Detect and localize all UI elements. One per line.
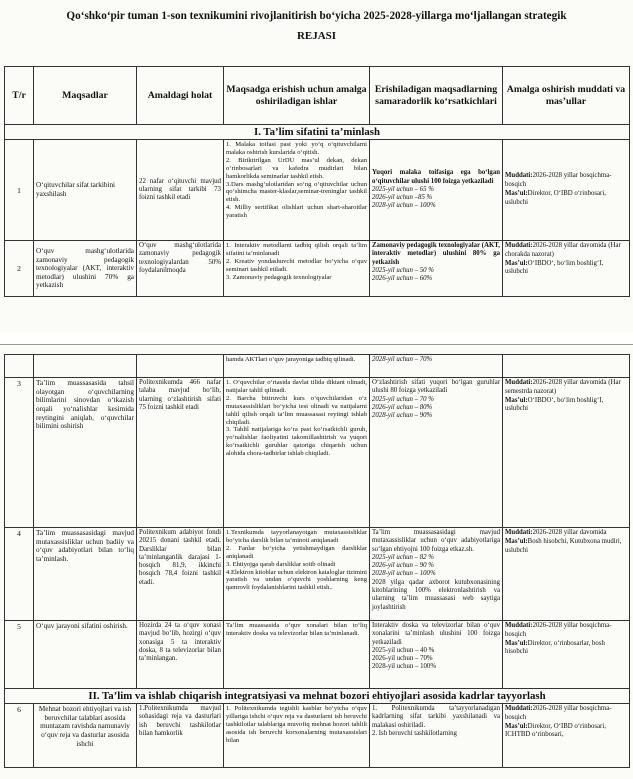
indicator-year: 2028-yil uchun – 100%	[372, 570, 436, 578]
indicator-main: Interaktiv doska va televizorlar bilan o‘quv xonalarini ta’minlash ulushini 100 foizga yetkaziladi	[372, 622, 500, 646]
term-cell	[503, 621, 630, 689]
indicator-year: 2025-yil uchun – 40 %	[372, 646, 435, 654]
document-title: Qo‘shko‘pir tuman 1-son texnikumini rivojlanitirish bo‘yicha 2025-2028-yillarga mo‘ljallangan strategik	[66, 10, 567, 22]
work-item: 4.Elektron kitoblar uchun elektron kataloglar tizimini yaratish va undan o‘quvchi yoshlarning keng qamrovli foydalanishlarini tashkil etish..	[226, 568, 367, 592]
indicators-cell	[370, 140, 503, 241]
indicator-year: 2026-yil uchun –85 %	[372, 194, 433, 202]
indicator-year: 2025-yil uchun – 82 %	[372, 553, 434, 561]
table-row	[5, 621, 630, 689]
table-row	[5, 140, 630, 241]
row-number: 6	[5, 704, 34, 768]
works-cell	[224, 528, 370, 621]
term-value: 2026-2028 yillar davomida	[532, 529, 607, 536]
works-cell	[224, 704, 370, 768]
work-item: 2. Biriktirilgan UrDU mas’ul dekan, dekan o‘rinbosarlari va kafedra mudirlari bilan hamkorlikda seminarlar tashkil etish.	[226, 156, 367, 180]
term-value: 2026-2028 yillar davomida (Har chorakda nazorat)	[505, 242, 621, 258]
indicator-main: 1. Politexnikumda ta’tayyorlanadigan kadrlarning sifat tarkibi yaxshilanadi va malakasi oshiriladi.	[372, 705, 500, 729]
work-item: 3. Ehtiyojga qarab darsliklar sotib olinadi	[226, 560, 336, 568]
work-item: 1. O‘quvchilar o‘rtasida davlat tilida diktant olinadi, natijalar tahlil qilinadi.	[226, 379, 367, 394]
term-label: Muddati:	[505, 379, 533, 386]
goal-cell: O‘qituvchilar sifat tarkibini yaxshilash	[34, 140, 137, 241]
responsible-label: Mas’ul:	[505, 396, 528, 404]
term-value: 2026-2028 yillar bosqichma-bosqich	[505, 622, 612, 638]
term-label: Muddati:	[505, 705, 533, 712]
header-indicators: Erishiladigan maqsadlarning samaradorlik ko‘rsatkichlari	[370, 67, 503, 125]
indicators-cell	[370, 621, 503, 689]
work-item: 1.Texnikumda tayyorlanayotgan mutaxassisliklar bo‘yicha darslik bilan ta’minoti aniqlanadi	[226, 529, 367, 544]
table-row	[5, 704, 630, 768]
state-cell: O‘quv mashg‘ulotlarida zamonaviy pedagogik texnologiyalardan 50% foydalanilmoqda	[137, 241, 224, 297]
work-item: 1. Politexnikumda tegishli kasblar bo‘yicha o‘quv yillariga ishchi o‘quv reja va dasturlarni ish beruvchi tashkilotlar talablariga muvofiq mehnat bozori tahlili asosida ish beruvchi korxonalarning mutaxassislari bilan	[226, 705, 367, 744]
term-cell	[503, 241, 630, 297]
responsible-value: O‘IBDO‘, bo‘lim boshlig‘I, uslubchi	[505, 396, 604, 413]
section-title-2: II. Ta’lim va ishlab chiqarish integratsiyasi va mehnat bozori ehtiyojlari asosida kadrlar tayyorlash	[5, 689, 630, 704]
state-cell: Politexnikumda 466 nafar talaba mavjud bo‘lib, ularning o‘zlashtirish sifati 75 foizni tashkil etadi	[137, 378, 224, 528]
header-state: Amaldagi holat	[137, 67, 224, 125]
works-cell	[224, 621, 370, 689]
term-cell	[503, 140, 630, 241]
row-number: 3	[5, 378, 34, 528]
table-row	[5, 241, 630, 297]
indicators-cell	[370, 704, 503, 768]
table-row	[5, 528, 630, 621]
indicator-main: Ta’lim muassasasidagi mavjud mutaxassisliklar uchun o‘quv adabiyotlariga so‘lgan ehtiyojni 100 foizga etkaz.sh.	[372, 529, 500, 553]
goal-cell: O‘quv mashg‘ulotlarida zamonaviy pedagogik texnologiyalar (AKT, interaktiv metodlar) ulushini 70% ga yetkazish	[34, 241, 137, 297]
responsible-label: Mas’ul:	[505, 722, 528, 730]
state-cell: 22 nafar o‘qituvchi mavjud ularning sifat tarkibi 73 foizni tashkil etadi	[137, 140, 224, 241]
works-cell	[224, 241, 370, 297]
indicator-year: 2026-yil uchun – 80%	[372, 403, 433, 411]
term-value: 2026-2028 yillar bosqichma-bosqich	[505, 172, 612, 189]
row-number: 2	[5, 241, 34, 297]
row-number: 1	[5, 140, 34, 241]
state-cell: Politexnikum adabiyot fondi 20215 donani tashkil etadi. Darsliklar bilan ta’minlanganlik darajasi 1-bosqich 81,9, ikkinchi bosqich 78,4 foizni tashkil etadi.	[137, 528, 224, 621]
responsible-label: Mas’ul:	[505, 190, 528, 197]
responsible-label: Mas’ul:	[505, 537, 528, 545]
work-item: 4. Milliy sertifikat olishlari uchun shart-sharoitlar yaratish	[226, 204, 367, 220]
indicator-extra: 2028 yilga qadar axborot kutubxonasining kitoblarining 100% elektronlashtirish va ularning ta’lim muassasasi web saytiga joylashtirish	[372, 578, 500, 611]
responsible-value: Direktor, O‘IBD o‘rinbosari, uslubchi	[505, 190, 606, 206]
section-row	[5, 689, 630, 704]
works-cell	[224, 140, 370, 241]
section-row	[5, 125, 630, 140]
term-label: Muddati:	[505, 172, 533, 180]
strategy-table-part-1	[4, 66, 630, 297]
header-goals: Maqsadlar	[34, 67, 137, 125]
page-gap	[0, 333, 633, 344]
header-term: Amalga oshirish muddati va mas’ullar	[503, 67, 630, 125]
section-title-1: I. Ta’lim sifatini ta’minlash	[5, 125, 630, 140]
term-label: Muddati:	[505, 622, 533, 629]
row-number: 5	[5, 621, 34, 689]
term-value: 2026-2028 yillar davomida (Har semestrda nazorat)	[505, 379, 621, 395]
works-cell: hamda AKTlari o‘quv jarayoniga tadbiq qilinadi.	[224, 355, 370, 378]
goal-cell: Mehnat bozori ehtiyojlari va ish beruvchilar talablari asosida muntazam ravishda namunaviy o‘quv reja va dasturlar asosida ishchi	[34, 704, 137, 768]
work-item: 1. Interaktiv metodlarni tadbiq qilish orqali ta’lim sifatini ta’minlanadi	[226, 242, 367, 257]
indicator-year: 2025-yil uchun – 70 %	[372, 395, 434, 403]
indicator-year: 2028-yil uchun – 90%	[372, 412, 433, 420]
goal-cell: O‘quv jarayoni sifatini oshirish.	[34, 621, 137, 689]
indicators-cell	[370, 241, 503, 297]
term-cell	[503, 528, 630, 621]
responsible-value: O‘IBDO‘, bo‘lim boshlig‘I, uslubchi	[505, 259, 604, 276]
indicator-year: 2028-yil uchun – 100%	[372, 663, 436, 671]
indicator-year: 2028-yil uchun – 70%	[370, 355, 503, 378]
document-subtitle: REJASI	[296, 30, 337, 42]
indicator-year: 2025-yil uchun – 65 %	[372, 185, 434, 193]
indicators-cell	[370, 528, 503, 621]
term-label: Muddati:	[505, 529, 533, 536]
goal-cell: Ta’lim muassasasida tahsil olayotgan o‘quvchilarning bilimlarini sinovdan o‘tkazish orqali yo‘nalishlar kesimida reytingini aniqlab, o‘quvchilar bilimini oshirish	[34, 378, 137, 528]
term-label: Muddati:	[505, 242, 533, 249]
indicator-year: 2026-yil uchun – 90 %	[372, 562, 434, 570]
row-number: 4	[5, 528, 34, 621]
work-item: 3. Zamonaviy pedagogik texnologiyalar	[226, 273, 332, 281]
table-header-row	[5, 67, 630, 125]
indicator-year: 2025-yil uchun – 50 %	[372, 266, 434, 274]
indicators-cell	[370, 378, 503, 528]
state-cell: Hozirda 24 ta o‘quv xonasi mavjud bo‘lib, hozirgi o‘quv xonasiga 5 ta interaktiv doska, 8 ta televizorlar bilan ta’minlangan.	[137, 621, 224, 689]
work-item: 2. Fanlar bo‘yicha yetishmaydigan darsliklar aniqlanadi	[226, 544, 367, 560]
indicator-year: 2026-yil uchun – 70%	[372, 655, 433, 663]
responsible-label: Mas’ul:	[505, 639, 528, 647]
state-cell: 1.Politexnikumda mavjud sohasidagi reja va dasturlari ish beruvchi tashkilotlar bilan hamkorlik	[137, 704, 224, 768]
work-item: 2. Kreativ yondashuvchi metodlar bo‘yicha o‘quv seminari tashkil etiladi.	[226, 257, 367, 273]
header-works: Maqsadga erishish uchun amalga oshiriladigan ishlar	[224, 67, 370, 125]
goal-cell: Ta’lim muassasasidagi mavjud mutaxassisliklar uchun badiiy va o‘quv adabiyotlari bilan to‘liq ta’minlash.	[34, 528, 137, 621]
responsible-label: Mas’ul:	[505, 259, 528, 267]
indicator-year: 2026-yil uchun – 60%	[372, 275, 433, 283]
strategy-table-part-2	[4, 354, 630, 768]
indicator-main: Zamonaviy pedagogik texnologiyalar (AKT, interaktiv metodlar) ulushini 80% ga yetkazish	[372, 242, 500, 266]
table-row	[5, 378, 630, 528]
work-item: 3. Tahlil natijalariga ko‘ra past ko‘rsatkichli guruh, yo‘nalishlar faoliyatini takomillashtirish va yuqori ko‘rsatkichli guruhlar qatoriga chiqarish uchun alohida chora-tadbirlar ishlab chiqiladi.	[226, 426, 367, 458]
indicator-extra: 2. Ish beruvchi tashkilotlarning	[372, 729, 457, 737]
indicator-main: Yuqori malaka toifasiga ega bo‘lgan o‘qituvchilar ulushi 100 foizga yetkaziladi	[372, 169, 500, 185]
work-item: 2. Barcha bitiruvchi kurs o‘quvchilaridan o‘z mutaxassisliklari bo‘yicha test olinadi va natijalarni tahlil qilish orqali ta’lim muassasasi reytingi ishlab chiqiladi.	[226, 394, 367, 426]
header-num: T/r	[5, 67, 34, 125]
indicator-year: 2028-yil uchun – 100%	[372, 202, 436, 210]
responsible-value: Bosh hisobchi, Kutubxona mudiri, uslubchi	[505, 537, 622, 554]
term-value: 2026-2028 yillar bosqichma-bosqich	[505, 705, 612, 721]
term-cell	[503, 378, 630, 528]
work-item: 1. Malaka toifasi past yoki yo‘q o‘qituvchilarni malaka oshirish kurslarida o‘qitish.	[226, 141, 367, 156]
responsible-value: Direktor, O‘IBD o‘rinbosari, ICHTBD o‘rinbosari,	[505, 722, 606, 739]
work-item: Ta’lim muassasida o‘quv xonalari bilan to‘liq interaktiv doska va televizorlar bilan ta’minlanadi.	[226, 622, 367, 637]
indicator-main: O‘zlashtirish sifati yuqori bo‘lgan guruhlar ulushi 80 foizga yetkaziladi	[372, 379, 500, 395]
term-cell	[503, 704, 630, 768]
responsible-value: Direktor, o‘rinbosarlar, bosh hisobchi	[505, 639, 605, 656]
table-row-continuation	[5, 355, 630, 378]
work-item: 3.Dars mashg‘ulotlaridan so‘ng o‘qituvchilar uchun qo‘shimcha master-klaslar,seminar-treninglar tashkil etish.	[226, 180, 367, 204]
works-cell	[224, 378, 370, 528]
